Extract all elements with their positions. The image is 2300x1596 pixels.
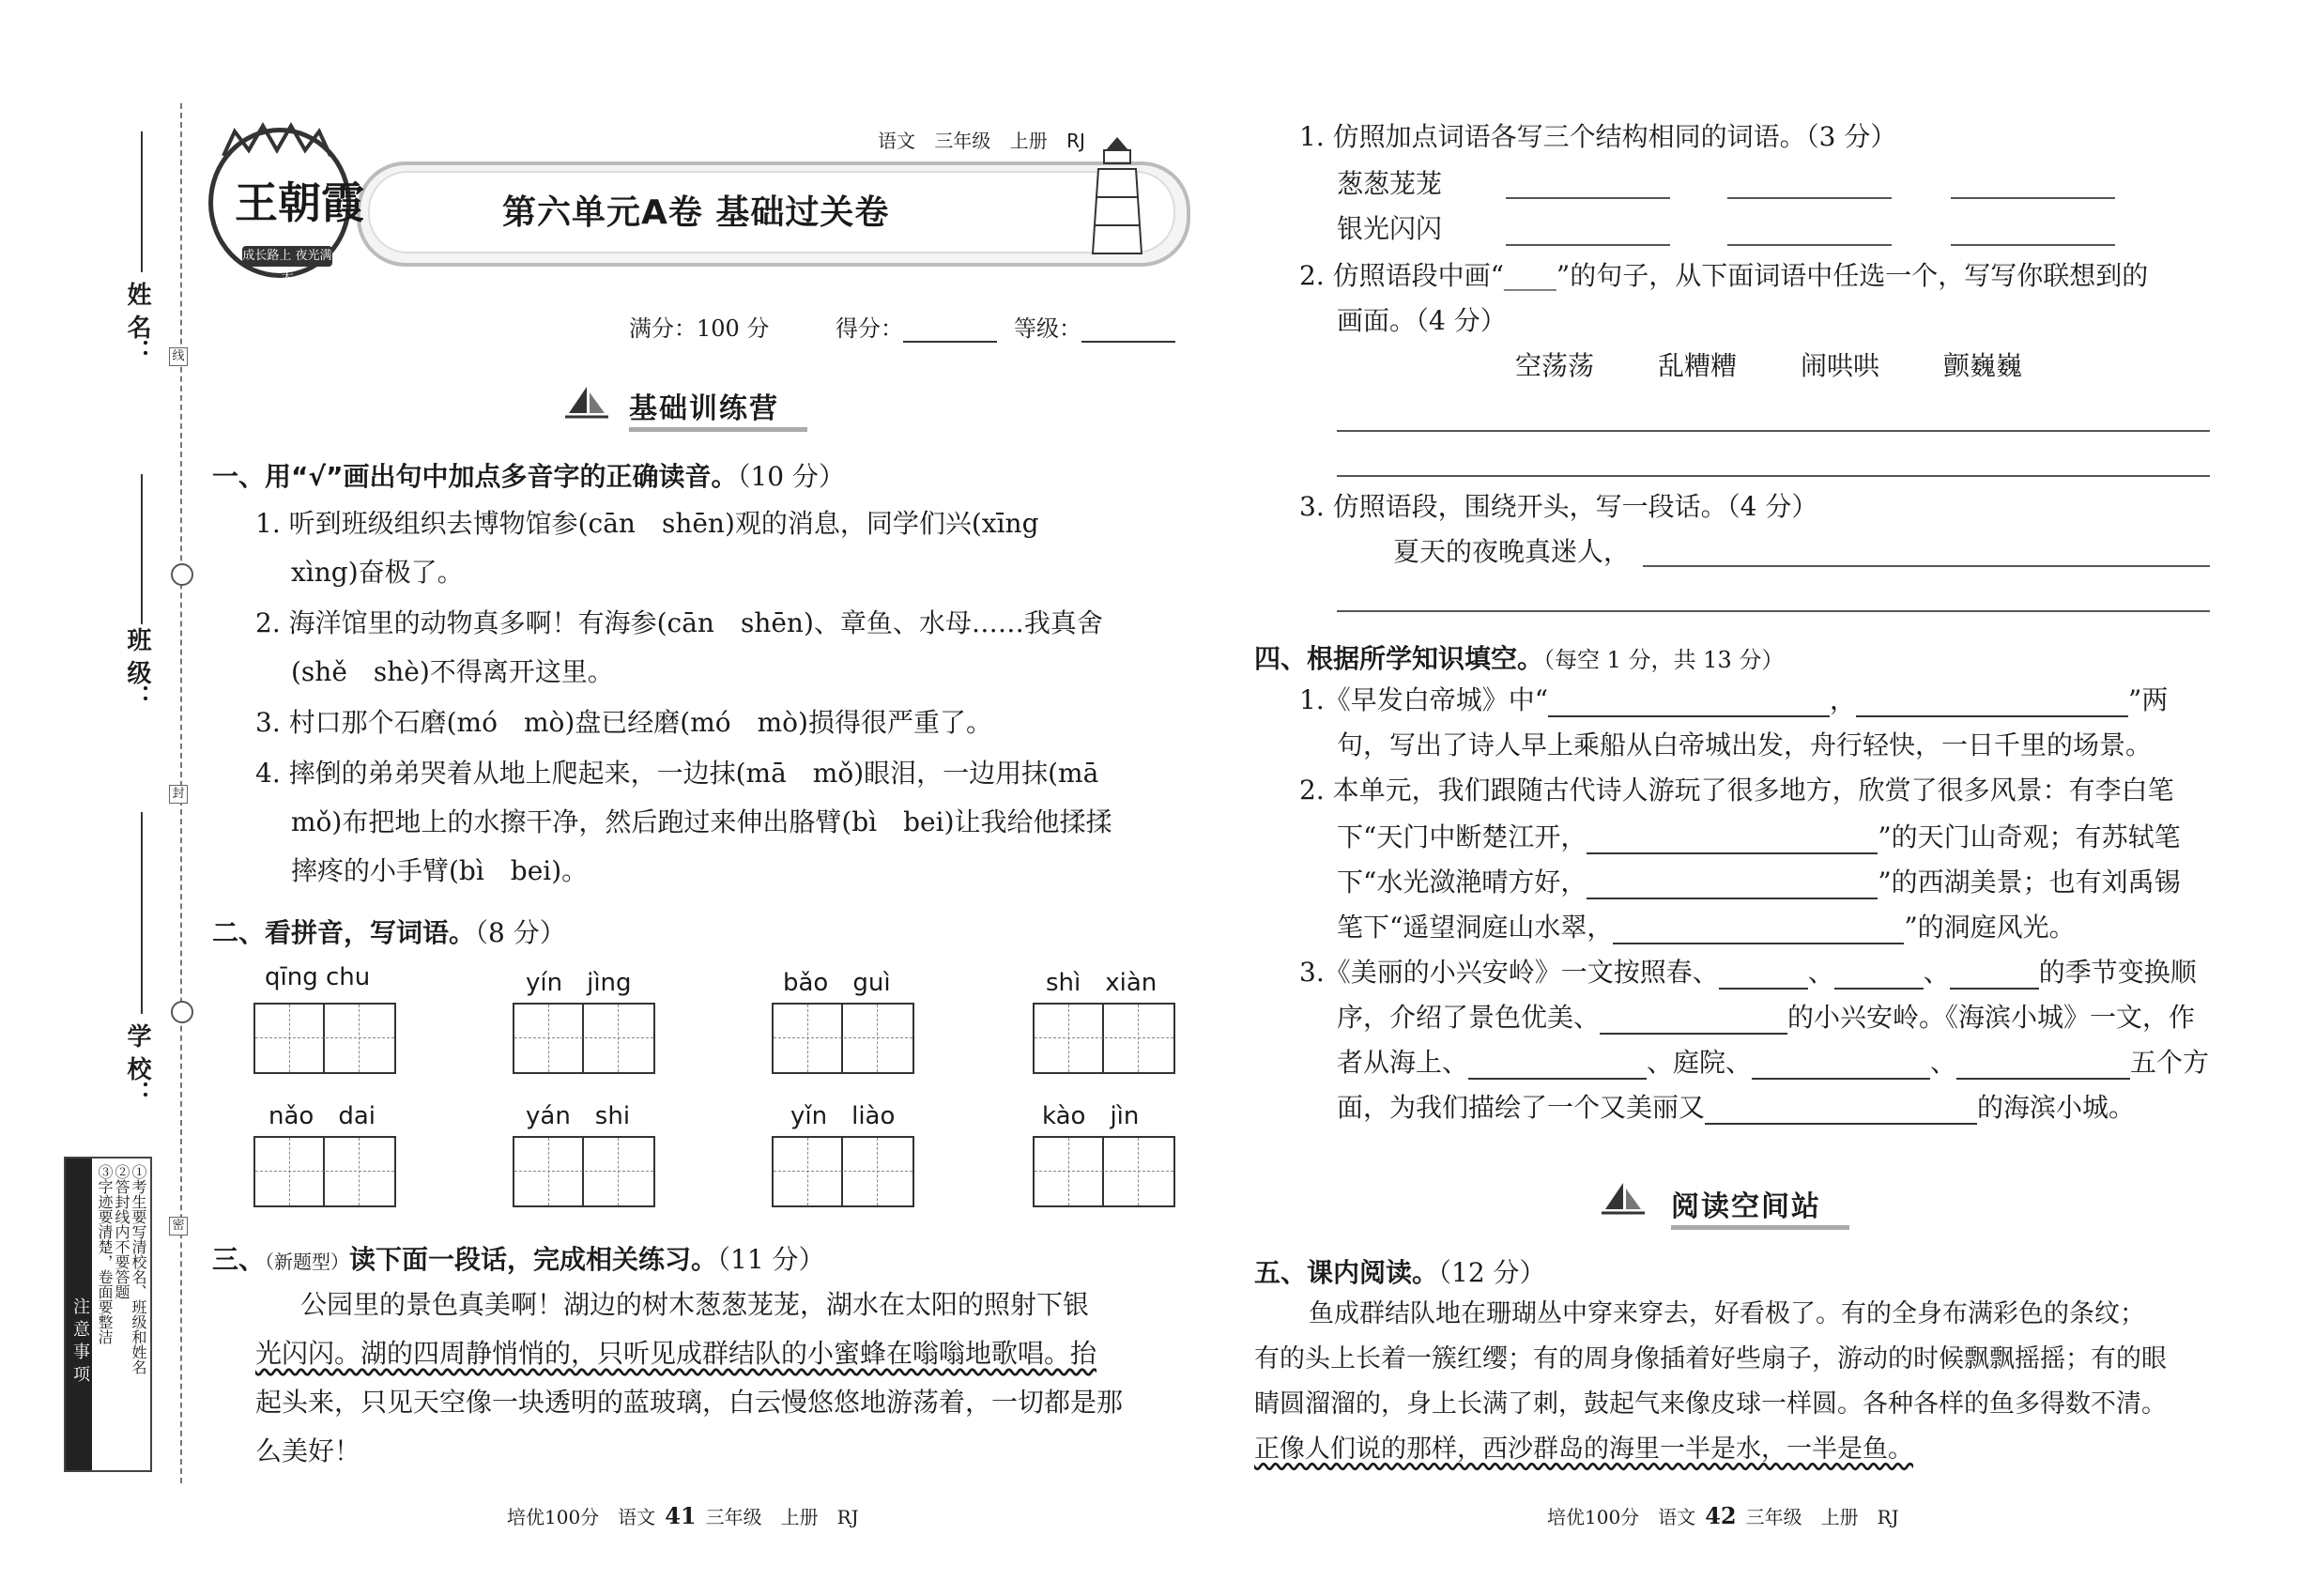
q2-points: （8 分）	[475, 917, 566, 948]
q3-passage-line	[255, 1337, 1096, 1371]
footer-left	[507, 1502, 859, 1529]
cut-label-mi: 密	[169, 1217, 188, 1235]
q4-points: （每空 1 分，共 13 分）	[1543, 647, 1785, 673]
class-label: 班 级：	[123, 627, 151, 710]
score-field[interactable]	[836, 310, 997, 343]
choice-word: 闹哄哄	[1801, 350, 1880, 381]
pinyin-label: yín jìng	[526, 969, 632, 997]
pinyin-label: bǎo guì	[783, 969, 891, 997]
answer-line[interactable]	[1643, 565, 2210, 567]
footer-grade: 三年级 上册 RJ	[705, 1506, 859, 1528]
cut-label-xian: 线	[169, 347, 188, 366]
q4-line: 2. 本单元，我们跟随古代诗人游玩了很多地方，欣赏了很多风景：有李白笔	[1299, 775, 2174, 806]
q3-sub2: 2. 仿照语段中画“____”的句子，从下面词语中任选一个，写写你联想到的	[1299, 260, 2149, 291]
cut-label-feng: 封	[169, 785, 188, 804]
writing-grid[interactable]	[772, 1136, 914, 1207]
q4-text: 下“天门中断楚江开，	[1337, 821, 1587, 852]
q4-text: ，	[1830, 684, 1857, 715]
page-number: 41	[665, 1502, 697, 1529]
grade-blank[interactable]	[1081, 316, 1175, 343]
choice-word: 空荡荡	[1515, 350, 1595, 381]
q4-text: 序，介绍了景色优美、	[1337, 1002, 1601, 1033]
writing-grid[interactable]	[772, 1003, 914, 1074]
q4-text: ”的西湖美景；也有刘禹锡	[1878, 867, 2181, 898]
notice-title: 注意事项	[66, 1159, 92, 1470]
pinyin-label: shì xiàn	[1046, 969, 1158, 997]
writing-grid[interactable]	[513, 1003, 655, 1074]
section-title: 基础训练营	[629, 392, 779, 425]
q1-points: （10 分）	[737, 461, 846, 492]
q4-line	[1299, 954, 2197, 990]
footer-grade: 三年级 上册 RJ	[1745, 1506, 1899, 1528]
page-number: 42	[1705, 1502, 1737, 1529]
q4-text: 的小兴安岭。《海滨小城》一文，作	[1787, 1002, 2196, 1033]
answer-blank[interactable]	[1613, 909, 1904, 944]
q1-line: 摔疼的小手臂(bì bei)。	[291, 855, 589, 886]
q3-sub3-start: 夏天的夜晚真迷人，	[1393, 536, 1631, 567]
tag-grade: 三年级	[934, 130, 991, 152]
q4-text: 笔下“遥望洞庭山水翠，	[1337, 912, 1614, 943]
q3-sub3: 3. 仿照语段，围绕开头，写一段话。（4 分）	[1299, 491, 1818, 522]
answer-line[interactable]	[1337, 610, 2210, 612]
answer-blank[interactable]	[1468, 1044, 1647, 1080]
answer-line[interactable]	[1337, 475, 2210, 477]
q4-text: 、	[1923, 957, 1950, 988]
answer-blank[interactable]	[1587, 864, 1878, 899]
answer-blank[interactable]	[1705, 1089, 1977, 1125]
section-banner-reading	[1671, 1183, 1821, 1224]
q1-line: 4. 摔倒的弟弟哭着从地上爬起来，一边抹(mā mǒ)眼泪，一边用抹(mā	[255, 758, 1099, 789]
q5-passage-line: 有的头上长着一簇红缨；有的周身像插着好些扇子，游动的时候飘飘摇摇；有的眼	[1254, 1344, 2167, 1373]
q4-text: 面，为我们描绘了一个又美丽又	[1337, 1092, 1706, 1123]
footer-book: 培优100分 语文	[507, 1506, 656, 1528]
q4-text: 下“水光潋滟晴方好，	[1337, 867, 1587, 898]
sample-word: 银光闪闪	[1337, 213, 1443, 244]
q3-passage-line: 起头来，只见天空像一块透明的蓝玻璃，白云慢悠悠地游荡着，一切都是那	[255, 1387, 1124, 1418]
q1-line: xìng)奋极了。	[291, 557, 464, 588]
school-line	[141, 812, 143, 1014]
banner-bar	[1671, 1225, 1849, 1230]
q1-line: 2. 海洋馆里的动物真多啊！有海参(cān shēn)、章鱼、水母……我真舍	[255, 607, 1103, 638]
name-label: 姓 名：	[123, 282, 151, 364]
writing-grid[interactable]	[513, 1136, 655, 1207]
answer-blank[interactable]	[1548, 682, 1830, 717]
q3-title: 读下面一段话，完成相关练习。	[349, 1244, 718, 1275]
grade-label: 等级：	[1014, 315, 1081, 342]
answer-blank[interactable]	[1719, 954, 1808, 990]
writing-grid[interactable]	[253, 1136, 396, 1207]
q3-prefix: 三、	[212, 1244, 266, 1275]
banner-bar	[629, 427, 807, 432]
full-score: 满分：100 分	[629, 315, 770, 342]
q3-points: （11 分）	[717, 1244, 825, 1275]
brand-logo-tag: 成长路上 夜光满天	[242, 246, 332, 267]
score-label: 得分：	[836, 315, 903, 342]
q5-passage-line	[1254, 1433, 1913, 1466]
choice-word: 乱糟糟	[1658, 350, 1738, 381]
q4-heading	[1254, 638, 1784, 676]
pinyin-label: qīng chu	[265, 963, 371, 991]
section-banner-training	[629, 385, 779, 426]
q4-text: 1.《早发白帝城》中“	[1299, 684, 1549, 715]
school-label: 学 校：	[123, 1023, 151, 1106]
answer-blank[interactable]	[1727, 197, 1892, 199]
q4-text: 3.《美丽的小兴安岭》一文按照春、	[1299, 957, 1719, 988]
q3-heading	[212, 1239, 825, 1277]
q4-text: ”的洞庭风光。	[1904, 912, 2076, 943]
writing-grid[interactable]	[1033, 1136, 1175, 1207]
sample-word: 葱葱茏茏	[1337, 168, 1443, 199]
q3-passage-line: 么美好！	[255, 1435, 361, 1466]
q4-line	[1299, 682, 2168, 717]
pinyin-label: nǎo dai	[268, 1102, 376, 1130]
q5-underlined-sentence: 正像人们说的那样，西沙群岛的海里一半是水，一半是鱼。	[1254, 1435, 1913, 1464]
sailboat-icon	[563, 385, 610, 422]
answer-blank[interactable]	[1834, 954, 1924, 990]
q4-line	[1337, 819, 2181, 854]
q4-line	[1337, 1044, 2209, 1080]
q2-title: 二、看拼音，写词语。	[212, 917, 476, 948]
answer-blank[interactable]	[1587, 819, 1878, 854]
q4-line	[1337, 909, 2076, 944]
writing-grid[interactable]	[253, 1003, 396, 1074]
meta-tags	[878, 126, 1098, 153]
tag-edition: RJ	[1066, 130, 1085, 152]
answer-blank[interactable]	[1950, 954, 2039, 990]
sailboat-icon	[1600, 1181, 1647, 1219]
q4-text: ”的天门山奇观；有苏轼笔	[1878, 821, 2181, 852]
q1-heading	[212, 456, 845, 494]
q4-text: ”两	[2128, 684, 2169, 715]
q1-title: 一、用“√”画出句中加点多音字的正确读音。	[212, 461, 738, 492]
writing-grid[interactable]	[1033, 1003, 1175, 1074]
q4-text: 、	[1930, 1047, 1957, 1078]
q4-text: 、庭院、	[1647, 1047, 1753, 1078]
grade-field[interactable]	[1014, 310, 1175, 343]
q4-line	[1337, 999, 2195, 1035]
footer-book: 培优100分 语文	[1547, 1506, 1696, 1528]
binding-hole	[171, 1001, 193, 1023]
q2-heading	[212, 913, 566, 950]
q3-sub2: 画面。（4 分）	[1337, 305, 1507, 336]
q3-underlined-sentence: 光闪闪。湖的四周静悄悄的，只听见成群结队的小蜜蜂在嗡嗡地歌唱。抬	[255, 1338, 1097, 1369]
answer-blank[interactable]	[1951, 197, 2115, 199]
answer-blank[interactable]	[1856, 682, 2128, 717]
q4-text: 者从海上、	[1337, 1047, 1469, 1078]
q3-passage-line: 公园里的景色真美啊！湖边的树木葱葱茏茏，湖水在太阳的照射下银	[300, 1289, 1090, 1320]
q4-text: 的季节变换顺	[2038, 957, 2197, 988]
notice-box	[64, 1157, 152, 1472]
q1-line: (shě shè)不得离开这里。	[291, 656, 614, 687]
q5-heading	[1254, 1252, 1546, 1290]
q4-line	[1337, 864, 2181, 899]
answer-blank[interactable]	[1506, 244, 1670, 246]
score-blank[interactable]	[903, 316, 997, 343]
q5-passage-line: 鱼成群结队地在珊瑚丛中穿来穿去，好看极了。有的全身布满彩色的条纹；	[1309, 1299, 2145, 1328]
q4-title: 四、根据所学知识填空。	[1254, 643, 1544, 674]
q1-line: mǒ)布把地上的水擦干净，然后跑过来伸出胳臂(bì bei)让我给他揉揉	[291, 806, 1112, 837]
notice-item: ②答封线内不要答题	[113, 1164, 130, 1299]
notice-items	[96, 1164, 146, 1374]
q4-text: 、	[1807, 957, 1834, 988]
answer-blank[interactable]	[1752, 1044, 1930, 1080]
lighthouse-icon	[1080, 131, 1155, 263]
answer-blank[interactable]	[1951, 244, 2115, 246]
page-title: 第六单元A卷 基础过关卷	[502, 193, 890, 232]
new-question-tag: （新题型）	[265, 1251, 350, 1273]
choice-word: 颤巍巍	[1943, 350, 2023, 381]
q3-sub1: 1. 仿照加点词语各写三个结构相同的词语。（3 分）	[1299, 121, 1897, 152]
q5-title: 五、课内阅读。	[1254, 1257, 1439, 1288]
q4-line: 句，写出了诗人早上乘船从白帝城出发，舟行轻快，一日千里的场景。	[1337, 729, 2153, 760]
binding-hole	[171, 563, 193, 586]
answer-blank[interactable]	[1506, 197, 1670, 199]
pinyin-label: yǐn liào	[790, 1102, 896, 1130]
pinyin-label: kào jìn	[1042, 1102, 1140, 1130]
q1-line: 1. 听到班级组织去博物馆参(cān shēn)观的消息，同学们兴(xīng	[255, 508, 1039, 539]
q4-text: 的海滨小城。	[1977, 1092, 2136, 1123]
q5-points: （12 分）	[1438, 1257, 1546, 1288]
tag-volume: 上册	[1009, 130, 1048, 152]
q4-line	[1337, 1089, 2135, 1125]
answer-line[interactable]	[1337, 430, 2210, 432]
answer-blank[interactable]	[1956, 1044, 2130, 1080]
section-title: 阅读空间站	[1671, 1190, 1821, 1223]
q5-passage-line: 睛圆溜溜的，身上长满了刺，鼓起气来像皮球一样圆。各种各样的鱼多得数不清。	[1254, 1389, 2167, 1419]
pinyin-label: yán shi	[526, 1102, 631, 1130]
notice-item: ③字迹要清楚，卷面要整洁	[96, 1164, 114, 1344]
brand-logo-text: 王朝霞	[235, 177, 364, 228]
crown-icon	[216, 122, 338, 160]
tag-subject: 语文	[878, 130, 915, 152]
class-line	[141, 474, 143, 624]
footer-right	[1547, 1502, 1899, 1529]
answer-blank[interactable]	[1727, 244, 1892, 246]
q1-line: 3. 村口那个石磨(mó mò)盘已经磨(mó mò)损得很严重了。	[255, 707, 992, 738]
answer-blank[interactable]	[1600, 999, 1787, 1035]
name-line	[141, 131, 143, 272]
notice-item: ①考生要写清校名、班级和姓名	[130, 1164, 147, 1374]
q4-text: 五个方	[2130, 1047, 2210, 1078]
